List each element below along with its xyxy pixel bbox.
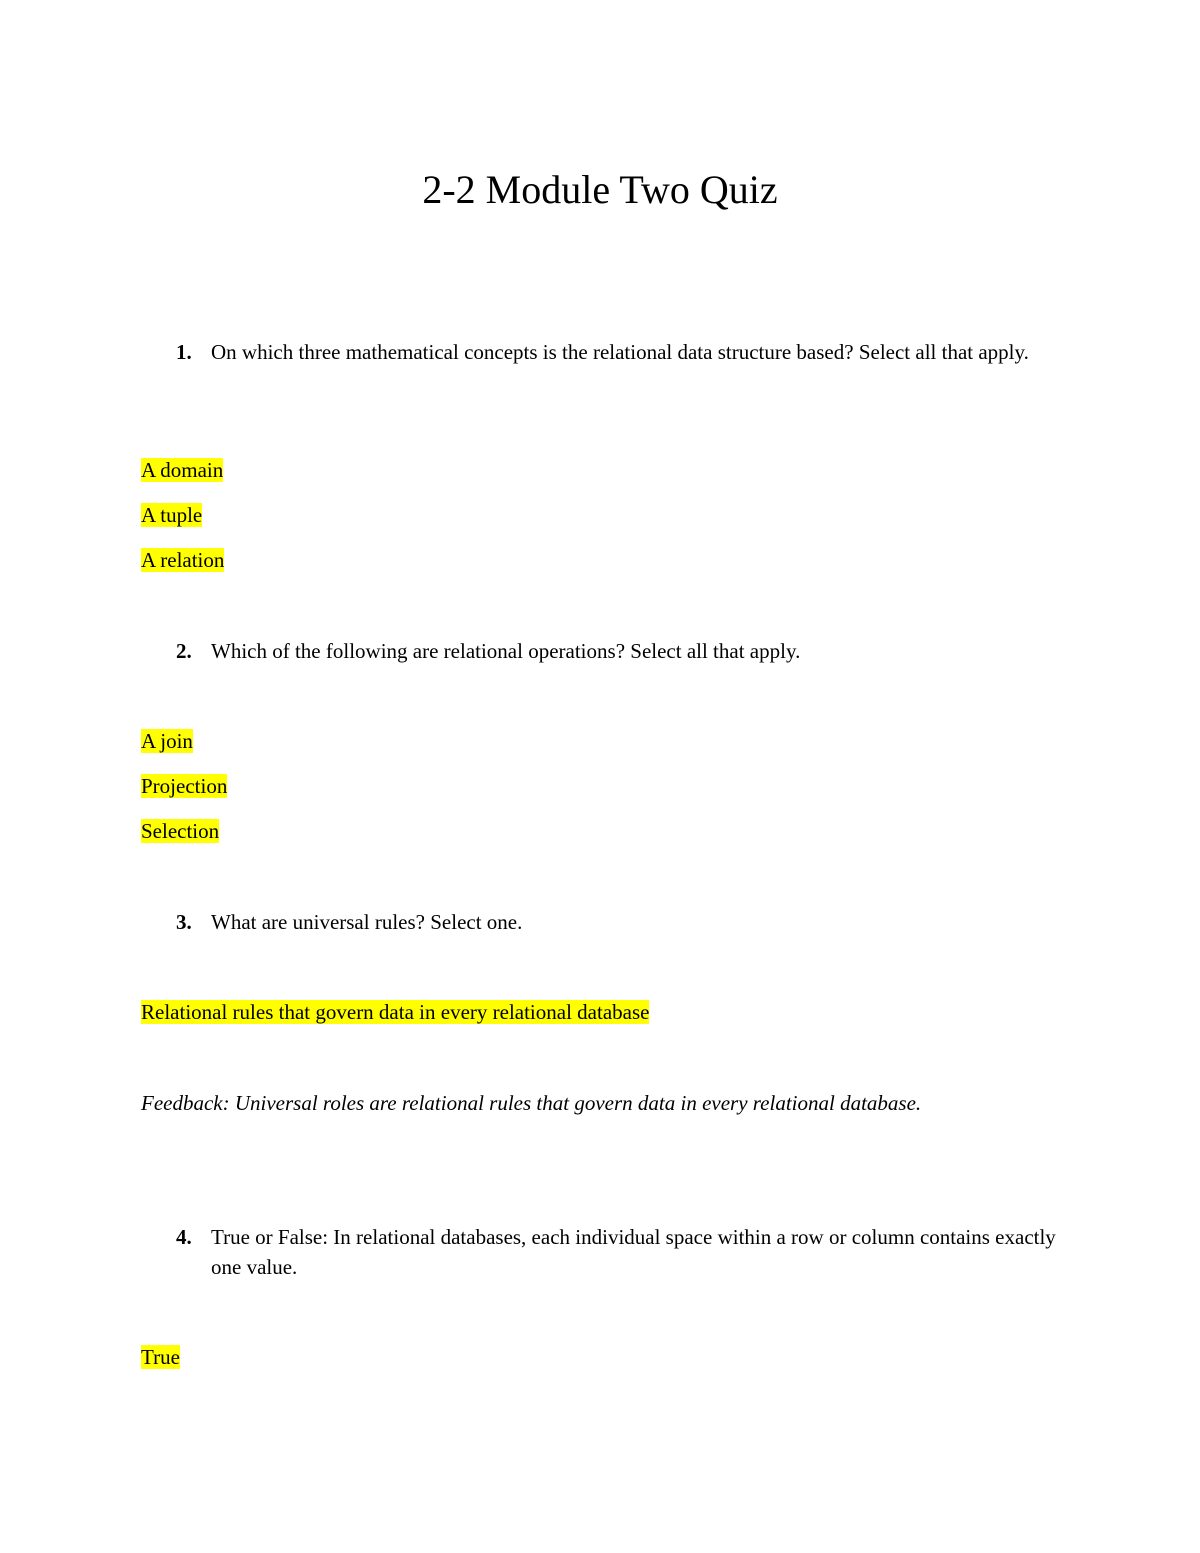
- question-text: On which three mathematical concepts is the relational data structure based? Select all that apply.: [211, 340, 1029, 364]
- question-number: 2.: [176, 639, 192, 663]
- question-text: True or False: In relational databases, each individual space within a row or column contains exactly one value.: [211, 1225, 1056, 1279]
- document-title: 2-2 Module Two Quiz: [422, 167, 778, 212]
- answer-text: A domain: [141, 458, 224, 482]
- question-4: [176, 1222, 1056, 1282]
- answer-text: A relation: [141, 548, 225, 572]
- answer-text: A join: [141, 729, 193, 753]
- question-3: [176, 907, 1056, 937]
- question-text: What are universal rules? Select one.: [211, 910, 523, 934]
- answer-text: Selection: [141, 819, 220, 843]
- question-1: [176, 337, 1056, 367]
- answer-highlight: [141, 997, 649, 1027]
- answer-highlight: [141, 1342, 180, 1372]
- question-number: 4.: [176, 1225, 192, 1249]
- answer-highlight: [141, 500, 202, 530]
- answer-highlight: [141, 816, 219, 846]
- answer-text: Relational rules that govern data in every relational database: [141, 1000, 650, 1024]
- question-number: 3.: [176, 910, 192, 934]
- question-text: Which of the following are relational operations? Select all that apply.: [211, 639, 801, 663]
- feedback-text: Feedback: Universal roles are relational rules that govern data in every relational database.: [141, 1091, 922, 1115]
- answer-highlight: [141, 545, 224, 575]
- question-number: 1.: [176, 340, 192, 364]
- answer-highlight: [141, 771, 227, 801]
- answer-text: True: [141, 1345, 180, 1369]
- answer-text: Projection: [141, 774, 228, 798]
- answer-highlight: [141, 726, 193, 756]
- answer-highlight: [141, 455, 223, 485]
- question-2: [176, 636, 1056, 666]
- answer-text: A tuple: [141, 503, 203, 527]
